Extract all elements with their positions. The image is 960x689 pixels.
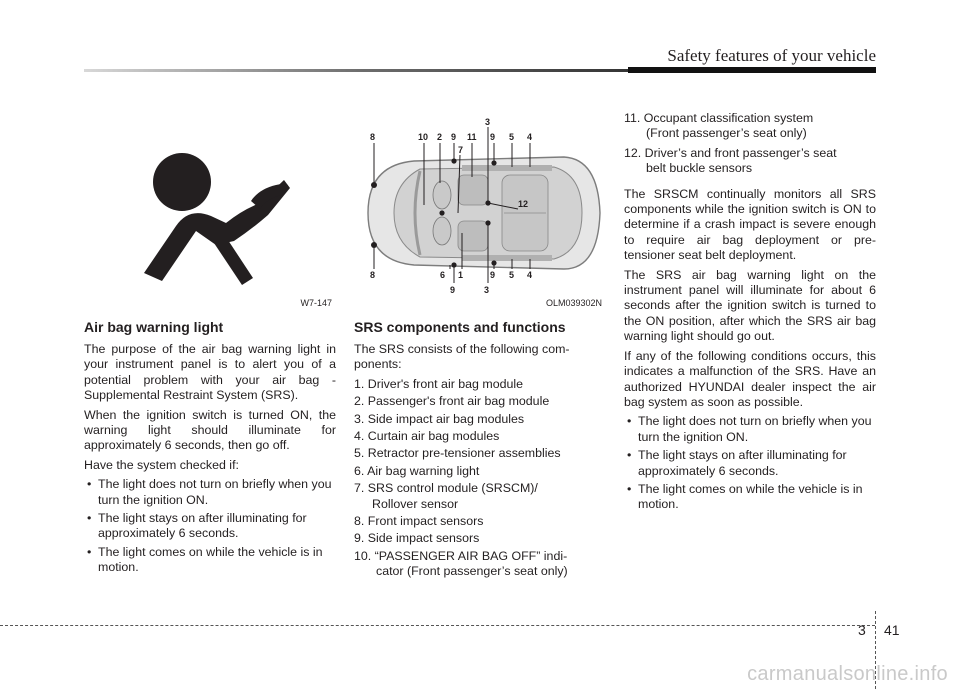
list-item: • The light stays on after illuminating for approximately 6 seconds.	[84, 511, 336, 542]
callout-label: 12	[518, 199, 529, 209]
callout-label: 4	[527, 270, 533, 280]
bullet-list	[624, 414, 876, 512]
car-srs-diagram	[354, 113, 606, 311]
list-item: 9. Side impact sensors	[354, 531, 480, 546]
airbag-warning-figure	[84, 113, 336, 311]
callout-label: 3	[484, 285, 490, 295]
list-item: 11. Occupant classification system (Front passenger’s seat only)	[624, 111, 814, 141]
section-heading: SRS components and functions	[354, 319, 566, 335]
figure-code: W7-147	[300, 298, 332, 308]
figure-code: OLM039302N	[545, 298, 602, 308]
callout-label: 7	[458, 145, 464, 155]
list-item: • The light stays on after illuminating for approximately 6 seconds.	[624, 448, 876, 479]
callout-label: 5	[509, 132, 515, 142]
callout-label: 2	[437, 132, 443, 142]
list-item: 12. Driver’s and front passenger’s seat belt buckle sensors	[624, 145, 837, 176]
airbag-warning-icon	[84, 113, 336, 311]
callout-label: 9	[490, 270, 496, 280]
page-number: 41	[884, 622, 900, 638]
footer-rule	[0, 625, 875, 626]
callout-label: 9	[451, 132, 457, 142]
column-srs-monitoring	[624, 111, 876, 516]
watermark: carmanualsonline.info	[747, 663, 948, 685]
section-number: 3	[858, 622, 866, 638]
list-item: 5. Retractor pre-tensioner assemblies	[354, 446, 561, 461]
callout-label: 9	[490, 132, 496, 142]
srs-diagram-figure	[354, 113, 606, 311]
list-item: • The light does not turn on briefly when you turn the ignition ON.	[84, 477, 336, 508]
list-item: • The light comes on while the vehicle is in motion.	[84, 545, 336, 576]
list-item: 10. “PASSENGER AIR BAG OFF” indi- cator (Front passenger’s seat only)	[354, 548, 568, 579]
column-srs-components	[354, 113, 606, 582]
paragraph: The SRSCM continually monitors all SRS components while the ignition switch is ON to determine if a crash impact is severe enough to require air bag deployment or pre-tensioner seat belt deployment.	[624, 186, 876, 263]
column-airbag-warning	[84, 113, 336, 579]
paragraph: When the ignition switch is turned ON, the warning light should illuminate for approximately 6 seconds, then go off.	[84, 407, 336, 453]
header-tab-bar	[628, 67, 876, 73]
paragraph: The SRS air bag warning light on the instrument panel will illuminate for about 6 seconds after the ignition switch is turned to the ON position, after which the SRS air bag warning light should go out.	[624, 267, 876, 344]
callout-label: 6	[440, 270, 446, 280]
callout-label: 3	[485, 117, 491, 127]
paragraph: If any of the following conditions occurs, this indicates a malfunction of the SRS. Have an authorized HYUNDAI dealer inspect the air bag system as soon as possible.	[624, 348, 876, 409]
paragraph: The purpose of the air bag warning light in your instrument panel is to alert you of a potential problem with your air bag - Supplemental Restraint System (SRS).	[84, 342, 336, 403]
list-item: 2. Passenger's front air bag module	[354, 394, 550, 409]
section-heading: Air bag warning light	[84, 319, 224, 335]
list-item: 7. SRS control module (SRSCM)/ Rollover sensor	[354, 481, 538, 511]
list-item: 1. Driver's front air bag module	[354, 376, 524, 391]
list-item: 8. Front impact sensors	[354, 514, 484, 529]
components-list	[354, 377, 606, 580]
callout-label: 8	[370, 132, 376, 142]
callout-label: 5	[509, 270, 515, 280]
callout-label: 1	[458, 270, 464, 280]
list-item: 6. Air bag warning light	[354, 463, 480, 478]
components-list-continued	[624, 111, 876, 177]
paragraph: The SRS consists of the following com-ponents:	[354, 342, 570, 372]
paragraph: Have the system checked if:	[84, 457, 239, 472]
list-item: 3. Side impact air bag modules	[354, 411, 525, 426]
callout-label: 8	[370, 270, 376, 280]
running-header: Safety features of your vehicle	[667, 46, 876, 65]
list-item: • The light does not turn on briefly when you turn the ignition ON.	[624, 414, 876, 445]
callout-label: 10	[418, 132, 429, 142]
list-item: • The light comes on while the vehicle is in motion.	[624, 482, 876, 513]
bullet-list	[84, 477, 336, 575]
callout-label: 9	[450, 285, 456, 295]
callout-label: 11	[467, 132, 477, 142]
list-item: 4. Curtain air bag modules	[354, 429, 500, 444]
callout-label: 4	[527, 132, 533, 142]
